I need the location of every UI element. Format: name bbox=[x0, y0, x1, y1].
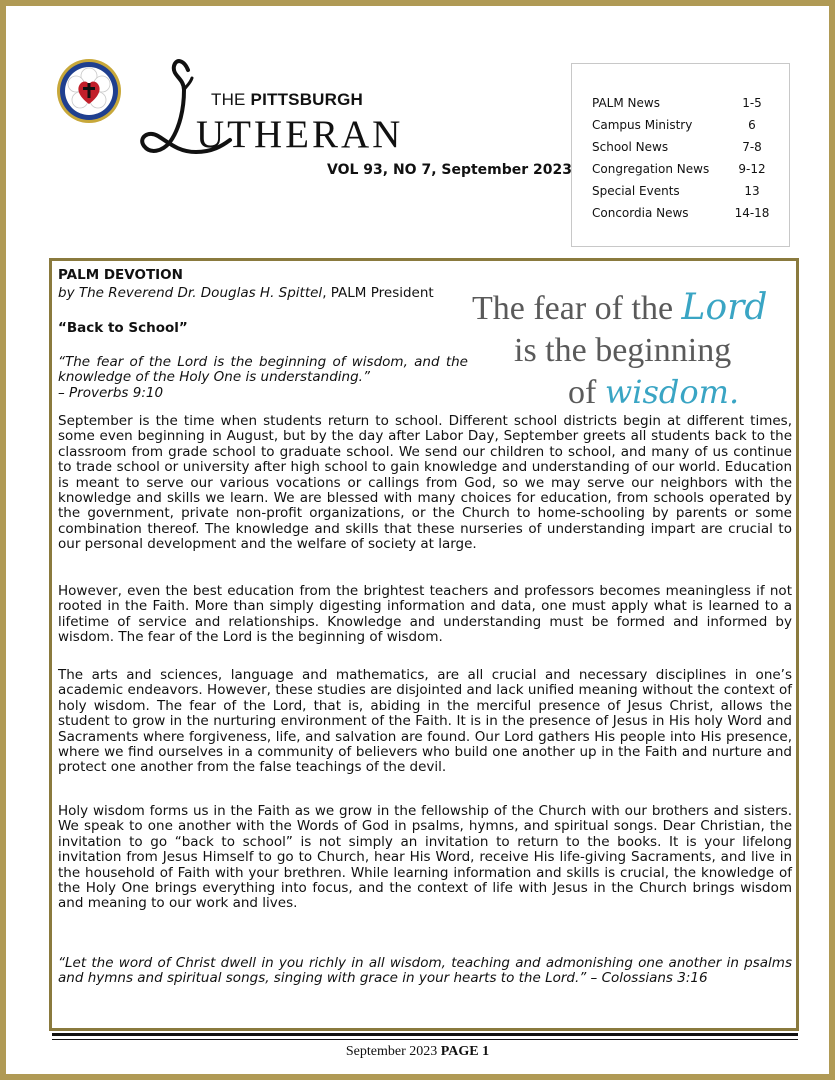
byline-author: by The Reverend Dr. Douglas H. Spittel bbox=[58, 285, 323, 301]
volume-line: VOL 93, NO 7, September 2023 bbox=[327, 162, 573, 178]
masthead-city: PITTSBURGH bbox=[250, 90, 364, 109]
devotion-article bbox=[49, 258, 799, 1031]
toc-item-pages: 13 bbox=[744, 184, 760, 198]
closing-verse: “Let the word of Christ dwell in you richly in all wisdom, teaching and admonishing one another in psalms and hymns and spiritual songs, singing with grace in your hearts to the Lord.” – Colossians 3:16 bbox=[58, 955, 792, 987]
opening-verse-ref: – Proverbs 9:10 bbox=[58, 384, 164, 401]
luther-rose-seal-icon bbox=[56, 58, 122, 124]
article-title: “Back to School” bbox=[58, 320, 188, 336]
masthead-the: THE bbox=[211, 90, 251, 109]
footer-date: September 2023 bbox=[345, 1044, 441, 1059]
toc-item-name: School News bbox=[592, 140, 669, 154]
svg-text:of wisdom. bbox=[568, 373, 739, 408]
quote-lord: Lord bbox=[681, 287, 768, 328]
fear-of-the-lord-quote-image bbox=[470, 273, 792, 408]
toc-item-pages: 7-8 bbox=[742, 140, 762, 154]
toc-item-pages: 14-18 bbox=[734, 206, 770, 220]
page-footer bbox=[6, 1044, 829, 1060]
toc-item-name: Concordia News bbox=[592, 206, 689, 220]
byline-role: , PALM President bbox=[322, 285, 434, 301]
masthead-title: UTHERAN bbox=[196, 113, 404, 156]
footer-page: PAGE 1 bbox=[440, 1044, 490, 1059]
section-title: PALM DEVOTION bbox=[58, 267, 183, 283]
opening-verse bbox=[58, 355, 468, 401]
toc-item-pages: 9-12 bbox=[738, 162, 766, 176]
paragraph-3: The arts and sciences, language and mathematics, are all crucial and necessary disciplines in one’s academic endeavors. However, these studies are disjointed and lack unified meaning without the context of holy wisdom. The fear of the Lord, that is, abiding in the merciful presence of Jesus Christ, allows the student to grow in the nurturing environment of the Faith. It is in the presence of Jesus in His holy Word and Sacraments where forgiveness, life, and salvation are found. Our Lord gathers His people into His presence, where we find ourselves in a community of believers who build one another up in the Faith and nurture and protect one another from the false teachings of the devil. bbox=[58, 667, 792, 776]
toc-item-pages: 6 bbox=[748, 118, 756, 132]
opening-verse-text: “The fear of the Lord is the beginning of wisdom, and the knowledge of the Holy One is understanding.” bbox=[58, 354, 468, 386]
quote-line2: is the beginning bbox=[514, 332, 732, 369]
paragraph-2: However, even the best education from the brightest teachers and professors becomes meaningless if not rooted in the Faith. More than simply digesting information and data, one must apply what is learned to a lifetime of service and relationships. Knowledge and understanding must be formed and informed by wisdom. The fear of the Lord is the beginning of wisdom. bbox=[58, 583, 792, 646]
toc-item-pages: 1-5 bbox=[742, 96, 762, 110]
masthead-pre-title bbox=[211, 90, 363, 110]
quote-of: of bbox=[568, 374, 605, 408]
toc-item-name: Special Events bbox=[592, 184, 680, 198]
toc-item-name: Campus Ministry bbox=[592, 118, 693, 132]
paragraph-1: September is the time when students return to school. Different school districts begin at different times, some even beginning in August, but by the day after Labor Day, September greets all students back to the classroom from grade school to graduate school. We send our children to school, and many of us continue to trade school or university after high school to gain knowledge and understanding of our world. Education is meant to serve our various vocations or callings from God, so we may serve our neighbors with the knowledge and skills we learn. We are blessed with many choices for education, from schools operated by the government, private non-profit organizations, or the Church to home-schooling by parents or some combination thereof. The knowledge and skills that these nurseries of understanding impart are crucial to our personal development and the welfare of society at large. bbox=[58, 413, 792, 552]
quote-line1: The fear of the bbox=[472, 290, 682, 327]
footer-rule-thin bbox=[52, 1039, 798, 1040]
table-of-contents bbox=[571, 63, 790, 247]
paragraph-4: Holy wisdom forms us in the Faith as we grow in the fellowship of the Church with our brothers and sisters. We speak to one another with the Words of God in psalms, hymns, and spiritual songs. Dear Christian, the invitation to go “back to school” is not simply an invitation to return to the books. It is your lifelong invitation from Jesus Himself to go to Church, hear His Word, receive His life-giving Sacraments, and live in the household of Faith with your brethren. While learning information and skills is crucial, the knowledge of the Holy One brings everything into focus, and the context of life with Jesus in the Church brings wisdom and meaning to our work and lives. bbox=[58, 803, 792, 912]
footer-rule-thick bbox=[52, 1033, 798, 1036]
toc-item-name: Congregation News bbox=[592, 162, 710, 176]
quote-wisdom: wisdom. bbox=[604, 373, 740, 408]
toc-item-name: PALM News bbox=[592, 96, 660, 110]
svg-text:The fear of the Lord bbox=[472, 287, 767, 328]
